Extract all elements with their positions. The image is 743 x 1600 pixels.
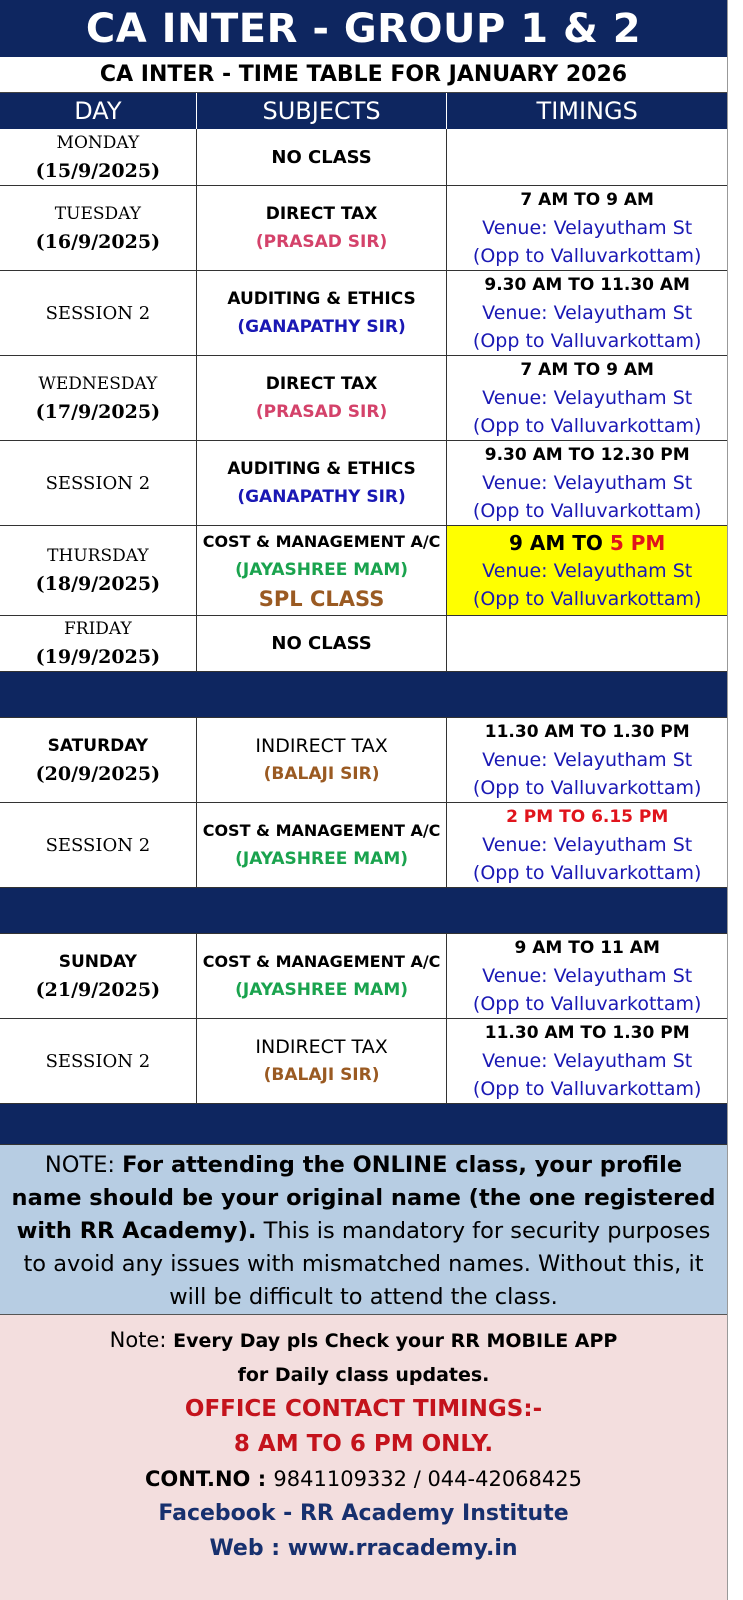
note-rest-text: This is mandatory for security purposes to avoid any issues with mismatched names. Without this, it will be difficult to attend the class. <box>23 1218 711 1310</box>
session-label: SESSION 2 <box>45 302 151 324</box>
contact-label: CONT.NO : <box>145 1467 274 1491</box>
faculty-name: (BALAJI SIR) <box>263 764 380 784</box>
header-subjects: SUBJECTS <box>197 93 448 129</box>
day-date: (18/9/2025) <box>35 573 161 595</box>
day-date: (17/9/2025) <box>35 400 161 423</box>
class-time: 11.30 AM TO 1.30 PM <box>484 722 690 742</box>
timing-cell-highlighted <box>447 526 727 615</box>
main-title: CA INTER - GROUP 1 & 2 <box>0 0 727 57</box>
no-class-label: NO CLASS <box>271 146 372 168</box>
class-time: 9 AM TO 11 AM <box>514 938 660 958</box>
faculty-name: (PRASAD SIR) <box>255 232 388 252</box>
contact-phone: 9841109332 / 044-42068425 <box>273 1467 582 1491</box>
no-class-label: NO CLASS <box>271 633 372 654</box>
venue-line: Venue: Velayutham St <box>482 834 693 856</box>
faculty-name: (JAYASHREE MAM) <box>235 559 409 580</box>
venue-line: Venue: Velayutham St <box>482 559 693 582</box>
subject-cell <box>197 1019 448 1103</box>
subject-name: AUDITING & ETHICS <box>227 459 416 479</box>
table-row <box>0 441 727 526</box>
day-date: (19/9/2025) <box>35 646 161 668</box>
day-cell <box>0 186 197 270</box>
sub-title: CA INTER - TIME TABLE FOR JANUARY 2026 <box>0 57 727 93</box>
venue-landmark: (Opp to Valluvarkottam) <box>472 587 702 610</box>
day-name: SATURDAY <box>47 735 149 756</box>
table-row <box>0 186 727 271</box>
faculty-name: (PRASAD SIR) <box>255 402 388 422</box>
day-cell <box>0 718 197 802</box>
day-cell <box>0 526 197 615</box>
day-name: SUNDAY <box>58 951 137 972</box>
faculty-name: (GANAPATHY SIR) <box>237 317 406 337</box>
section-divider <box>0 888 727 934</box>
day-date: (20/9/2025) <box>35 762 161 785</box>
class-time: 7 AM TO 9 AM <box>520 360 654 380</box>
venue-line: Venue: Velayutham St <box>482 217 693 239</box>
venue-landmark: (Opp to Valluvarkottam) <box>472 330 702 352</box>
timing-cell <box>447 441 727 525</box>
timing-cell <box>447 718 727 802</box>
day-cell <box>0 616 197 671</box>
subject-cell <box>197 616 448 671</box>
table-row <box>0 803 727 888</box>
table-header <box>0 93 727 129</box>
faculty-name: (JAYASHREE MAM) <box>235 849 409 869</box>
timing-cell <box>447 186 727 270</box>
timing-cell <box>447 934 727 1018</box>
timing-cell <box>447 803 727 887</box>
venue-line: Venue: Velayutham St <box>482 1050 693 1072</box>
subject-name: INDIRECT TAX <box>255 735 388 757</box>
contact-timings-title: OFFICE CONTACT TIMINGS:- <box>184 1396 543 1422</box>
table-row <box>0 356 727 441</box>
app-note-line1 <box>0 1323 727 1358</box>
venue-line: Venue: Velayutham St <box>482 302 693 324</box>
online-class-note <box>0 1145 727 1315</box>
table-row <box>0 718 727 803</box>
subject-name: COST & MANAGEMENT A/C <box>202 821 441 840</box>
subject-cell <box>197 803 448 887</box>
venue-line: Venue: Velayutham St <box>482 472 693 494</box>
session-label: SESSION 2 <box>45 1050 151 1072</box>
subject-name: DIRECT TAX <box>265 374 378 394</box>
app-note-line2: for Daily class updates. <box>237 1364 490 1386</box>
subject-name: COST & MANAGEMENT A/C <box>202 952 441 971</box>
subject-name: DIRECT TAX <box>265 204 378 224</box>
contact-timings-hours: 8 AM TO 6 PM ONLY. <box>233 1431 494 1457</box>
subject-cell <box>197 186 448 270</box>
contact-numbers <box>0 1462 727 1496</box>
day-date: (15/9/2025) <box>35 159 161 182</box>
table-row <box>0 129 727 186</box>
class-time: 2 PM TO 6.15 PM <box>506 807 669 827</box>
timing-cell <box>447 271 727 355</box>
subject-cell <box>197 718 448 802</box>
day-cell <box>0 803 197 887</box>
day-cell <box>0 1019 197 1103</box>
day-name: WEDNESDAY <box>38 373 158 394</box>
special-class-label: SPL CLASS <box>258 586 385 611</box>
timing-cell <box>447 356 727 440</box>
table-row <box>0 526 727 616</box>
table-row <box>0 1019 727 1104</box>
note-bold-text: For attending the ONLINE class, your profile name should be your original name (the one registered with RR Academy). <box>11 1152 716 1244</box>
section-divider <box>0 672 727 718</box>
day-name: FRIDAY <box>63 619 132 639</box>
table-row <box>0 271 727 356</box>
app-note-prefix: Note: <box>109 1328 174 1352</box>
header-day: DAY <box>0 93 197 129</box>
session-label: SESSION 2 <box>45 472 151 494</box>
class-time: 7 AM TO 9 AM <box>520 190 654 210</box>
timing-cell <box>447 129 727 185</box>
table-row <box>0 934 727 1019</box>
venue-landmark: (Opp to Valluvarkottam) <box>472 862 702 884</box>
subject-cell <box>197 129 448 185</box>
venue-landmark: (Opp to Valluvarkottam) <box>472 1078 702 1100</box>
venue-landmark: (Opp to Valluvarkottam) <box>472 993 702 1015</box>
venue-landmark: (Opp to Valluvarkottam) <box>472 777 702 799</box>
day-cell <box>0 934 197 1018</box>
app-contact-note <box>0 1315 727 1600</box>
subject-name: COST & MANAGEMENT A/C <box>202 531 441 551</box>
day-cell <box>0 129 197 185</box>
app-note-bold: Every Day pls Check your RR MOBILE APP <box>173 1330 618 1352</box>
faculty-name: (BALAJI SIR) <box>263 1065 380 1085</box>
day-name: THURSDAY <box>47 546 149 566</box>
venue-landmark: (Opp to Valluvarkottam) <box>472 415 702 437</box>
class-time <box>509 529 665 557</box>
subject-name: AUDITING & ETHICS <box>227 289 416 309</box>
session-label: SESSION 2 <box>45 834 151 856</box>
day-cell <box>0 356 197 440</box>
class-time: 11.30 AM TO 1.30 PM <box>484 1023 690 1043</box>
website-line: Web : www.rracademy.in <box>209 1536 518 1561</box>
venue-landmark: (Opp to Valluvarkottam) <box>472 500 702 522</box>
header-timings: TIMINGS <box>536 97 638 125</box>
time-end: 5 PM <box>609 530 666 555</box>
table-row <box>0 616 727 672</box>
class-time: 9.30 AM TO 12.30 PM <box>484 445 690 465</box>
day-date: (21/9/2025) <box>35 978 161 1001</box>
day-name: TUESDAY <box>54 203 141 224</box>
timing-cell <box>447 616 727 671</box>
note-prefix: NOTE: <box>44 1152 123 1178</box>
faculty-name: (JAYASHREE MAM) <box>235 980 409 1000</box>
facebook-line: Facebook - RR Academy Institute <box>158 1501 569 1526</box>
subject-cell <box>197 356 448 440</box>
subject-cell <box>197 271 448 355</box>
venue-line: Venue: Velayutham St <box>482 965 693 987</box>
section-divider <box>0 1104 727 1145</box>
day-cell <box>0 271 197 355</box>
subject-cell <box>197 526 448 615</box>
time-start: 9 AM TO <box>509 530 610 555</box>
faculty-name: (GANAPATHY SIR) <box>237 487 406 507</box>
subject-cell <box>197 934 448 1018</box>
venue-landmark: (Opp to Valluvarkottam) <box>472 245 702 267</box>
day-name: MONDAY <box>56 132 140 153</box>
timing-cell <box>447 1019 727 1103</box>
day-date: (16/9/2025) <box>35 230 161 253</box>
venue-line: Venue: Velayutham St <box>482 749 693 771</box>
subject-name: INDIRECT TAX <box>255 1036 388 1058</box>
day-cell <box>0 441 197 525</box>
venue-line: Venue: Velayutham St <box>482 387 693 409</box>
subject-cell <box>197 441 448 525</box>
class-time: 9.30 AM TO 11.30 AM <box>484 275 690 295</box>
